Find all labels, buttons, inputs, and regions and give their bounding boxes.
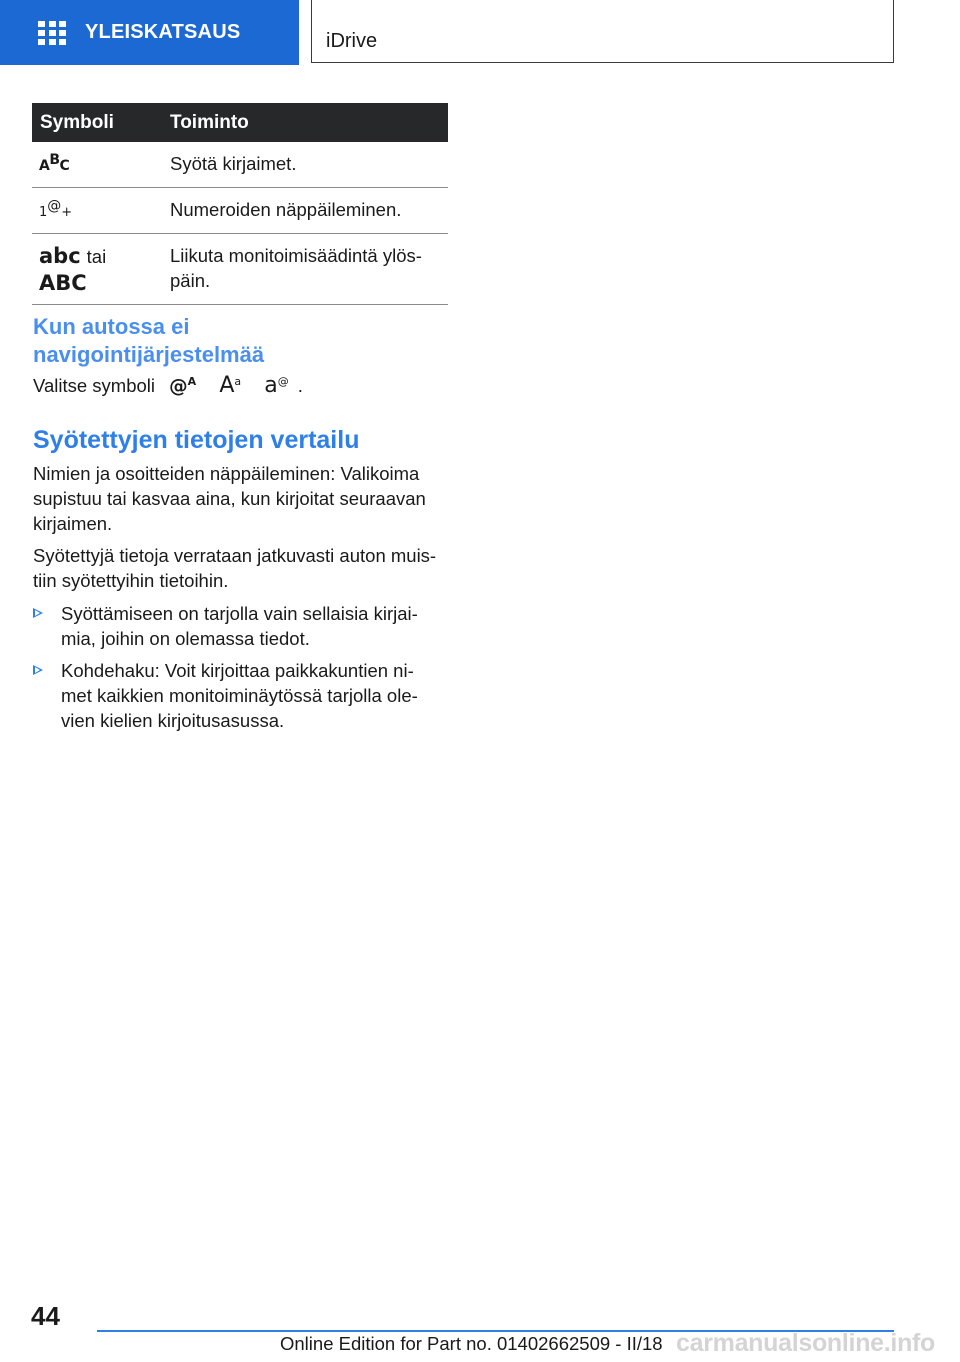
grid-icon (38, 21, 66, 45)
function-cell: Numeroiden näppäileminen. (170, 188, 448, 234)
function-cell: Syötä kirjaimet. (170, 142, 448, 188)
table-header-row (32, 103, 448, 142)
header-section-label: YLEISKATSAUS (85, 21, 241, 43)
list-item: Kohdehaku: Voit kirjoittaa paikkakuntien ni- met kaikkien monitoiminäytössä tarjolla ole- vien kielien kirjoitusasussa. (33, 658, 449, 733)
lowercase-at-icon: a@ (264, 373, 289, 398)
header-chapter-label: iDrive (326, 30, 378, 52)
symbol-or-label: tai (86, 246, 107, 267)
symbol-cell (32, 234, 170, 305)
paragraph-entry: Nimien ja osoitteiden näppäileminen: Valikoima supistuu tai kasvaa aina, kun kirjoitat seuraavan kirjaimen. (33, 463, 426, 534)
table-header-function: Toiminto (170, 103, 448, 142)
abc-letters-icon: ABC (39, 152, 70, 174)
at-letter-icon: @$^A$ (169, 375, 197, 397)
table-row (32, 188, 448, 234)
uppercase-lowercase-icon: $A^a$ (219, 373, 242, 398)
section-heading-comparison: Syötettyjen tietojen vertailu (33, 426, 360, 454)
select-symbol-text: Valitse symboli @$^A$ $A^a$ a@ . (33, 373, 449, 401)
bullet-triangle-icon (33, 608, 43, 618)
watermark: carmanualsonline.info (676, 1329, 936, 1357)
footer-edition: Online Edition for Part no. 01402662509 - II/18 (280, 1333, 663, 1354)
table-row (32, 234, 448, 305)
table-header-symbol: Symboli (32, 103, 170, 142)
list-item: Syöttämiseen on tarjolla vain sellaisia kirjai- mia, joihin on olemassa tiedot. (33, 601, 449, 651)
header-chapter-box (311, 0, 894, 63)
lowercase-icon: abc (39, 244, 81, 268)
numbers-symbols-icon: 1@+ (39, 198, 73, 220)
symbol-cell (32, 188, 170, 234)
symbol-table (32, 103, 448, 305)
page-number: 44 (31, 1301, 60, 1331)
table-row (32, 142, 448, 188)
bullet-triangle-icon (33, 665, 43, 675)
section-heading-no-navigation: Kun autossa ei navigointijärjestelmää (33, 314, 265, 367)
symbol-cell (32, 142, 170, 188)
function-cell: Liikuta monitoimisäädintä ylös- päin. (170, 234, 448, 305)
paragraph-comparison: Syötettyjä tietoja verrataan jatkuvasti auton muis- tiin syötettyihin tietoihin. (33, 545, 437, 591)
uppercase-icon: ABC (39, 271, 87, 295)
header-section-tab[interactable] (0, 0, 299, 65)
